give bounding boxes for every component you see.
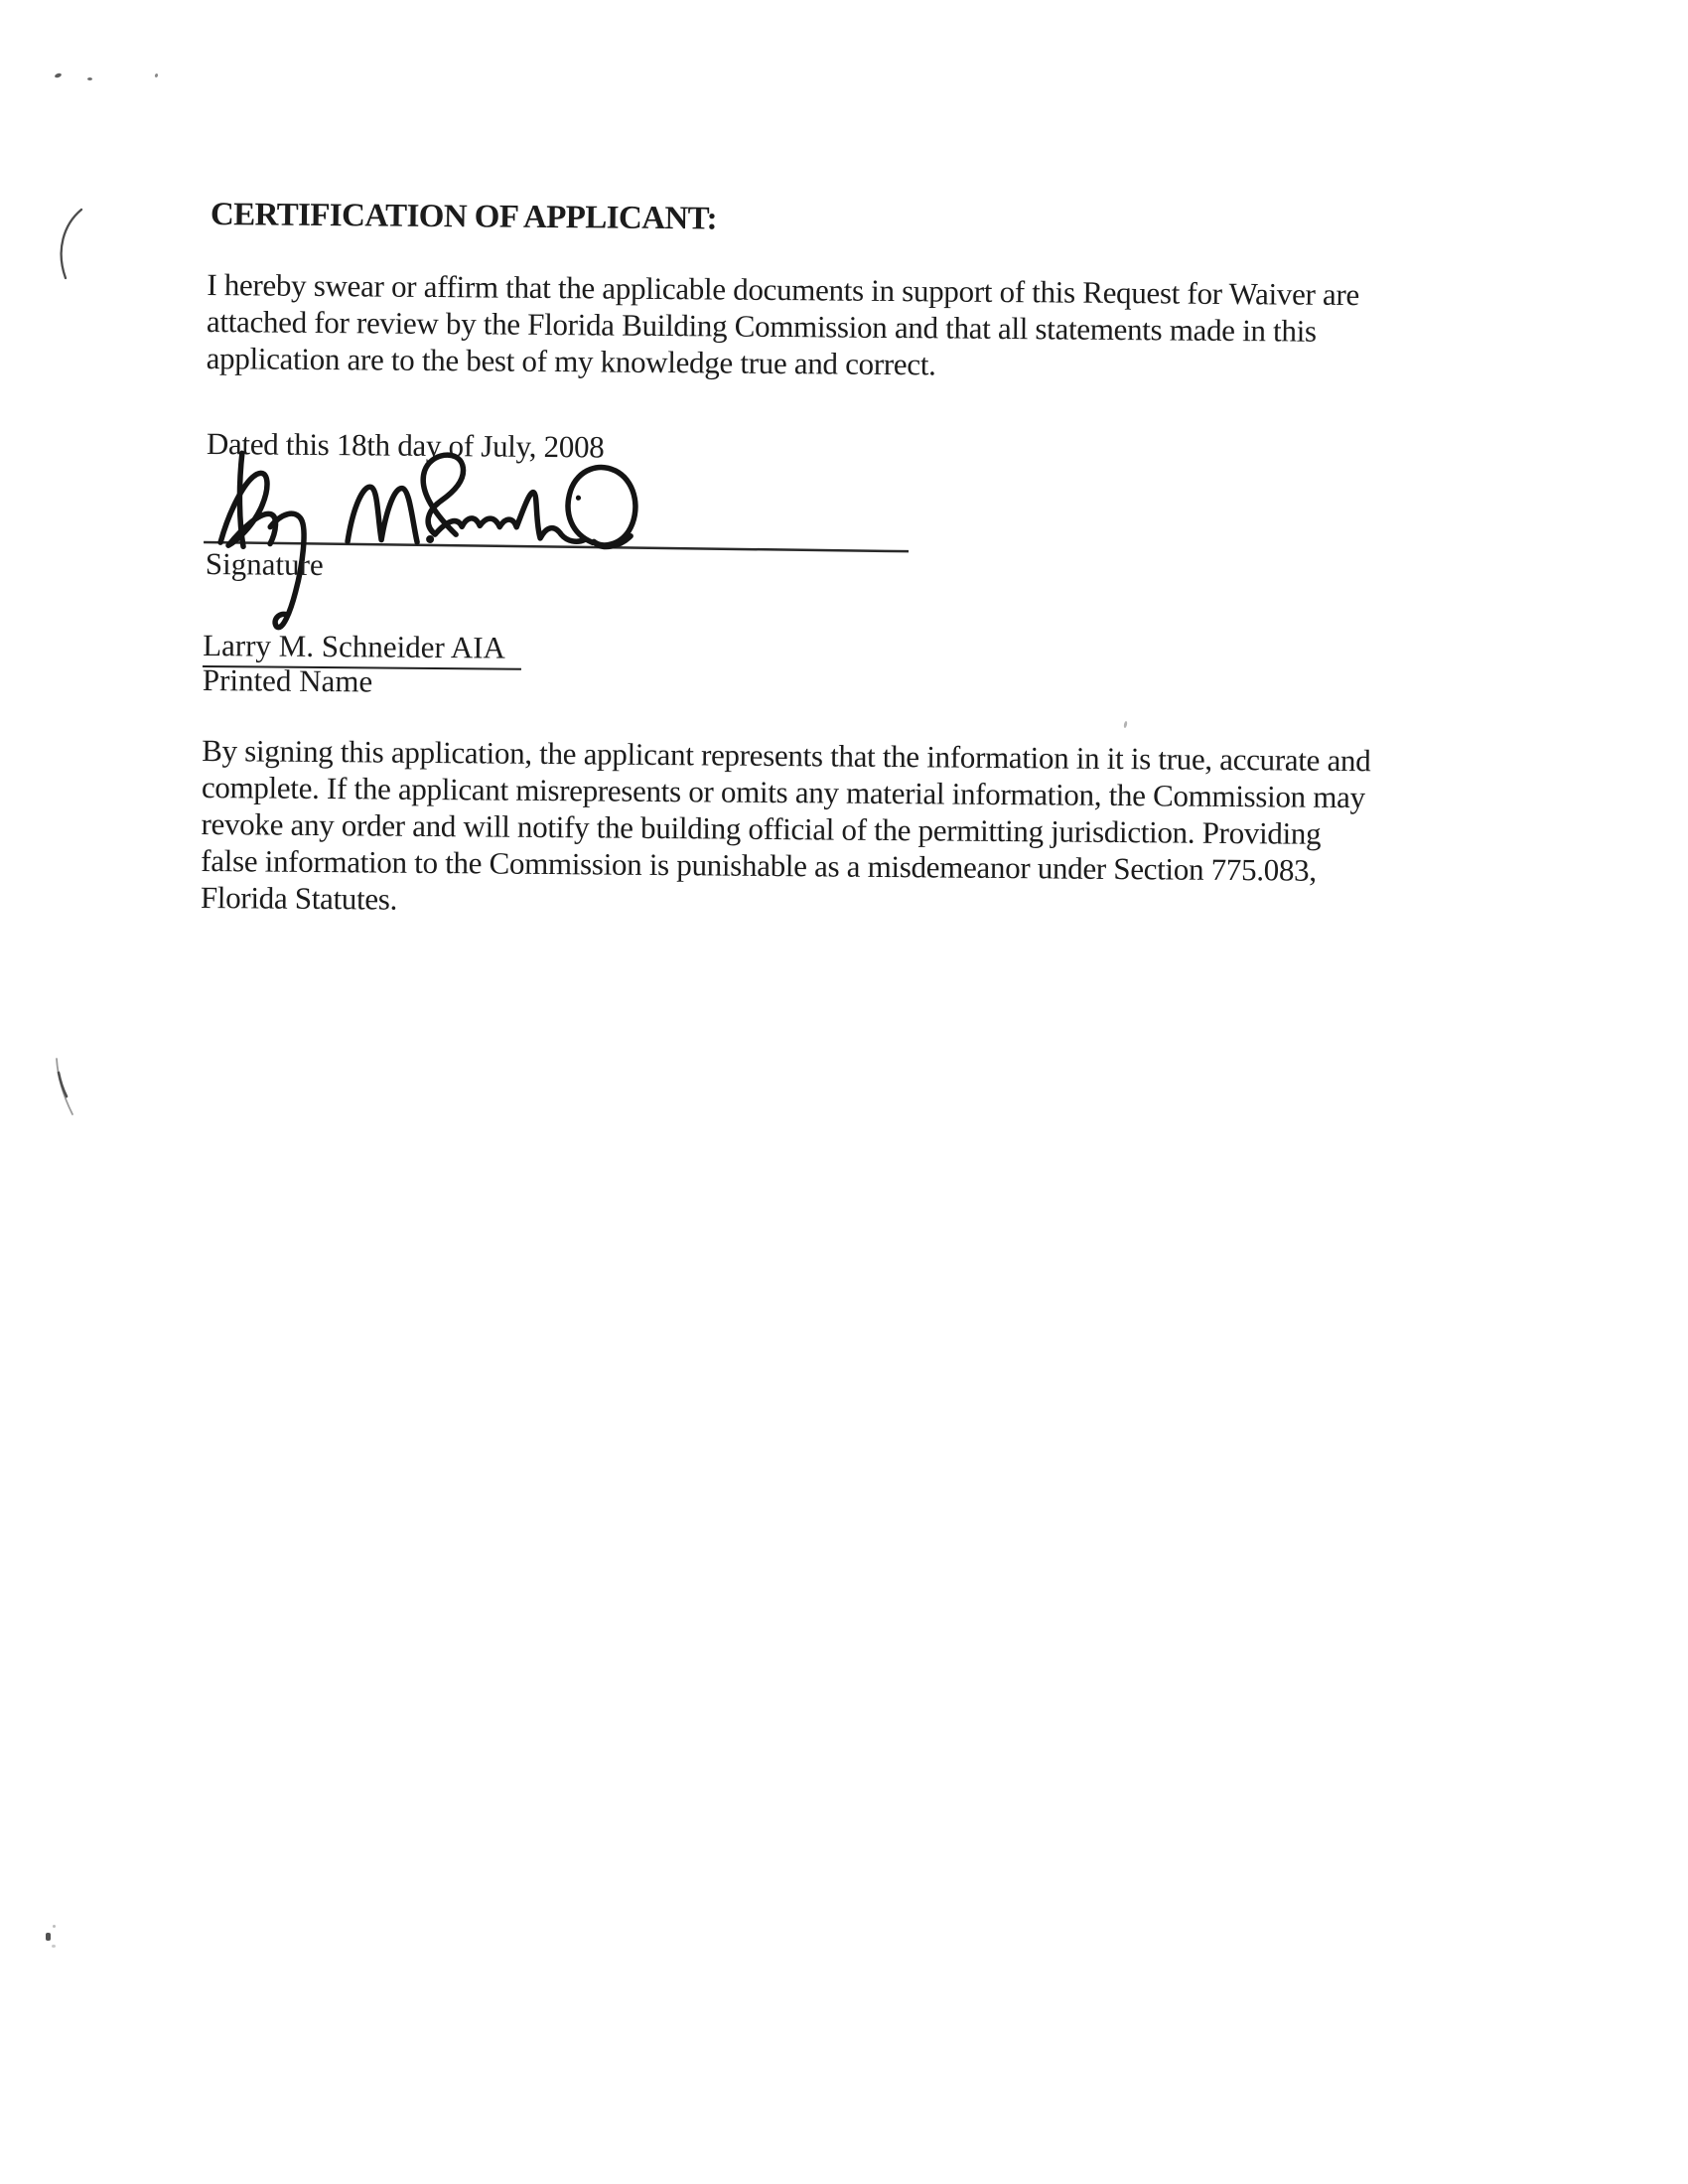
- legal-notice-line-4: false information to the Commission is punishable as a misdemeanor under Section 775.083,: [201, 842, 1317, 888]
- printed-name-value: Larry M. Schneider AIA: [203, 627, 521, 670]
- affirmation-line-2: attached for review by the Florida Building Commission and that all statements made in this: [206, 303, 1317, 349]
- ink-speck: [46, 1933, 51, 1941]
- affirmation-line-1: I hereby swear or affirm that the applicable documents in support of this Request for Waiver are: [207, 266, 1360, 313]
- legal-notice-line-3: revoke any order and will notify the building official of the permitting jurisdiction. Providing: [201, 805, 1322, 851]
- certification-heading: CERTIFICATION OF APPLICANT:: [210, 197, 718, 237]
- dated-line: Dated this 18th day of July, 2008: [206, 425, 605, 465]
- affirmation-line-3: application are to the best of my knowledge true and correct.: [206, 340, 936, 382]
- signature-pen-dot: [426, 535, 434, 543]
- signature-pen-dot: [576, 496, 581, 501]
- printed-name-label: Printed Name: [202, 661, 373, 699]
- affirmation-paragraph: [207, 266, 1360, 386]
- ink-speck: [52, 1945, 56, 1948]
- legal-notice-paragraph: [201, 732, 1371, 926]
- legal-notice-line-1: By signing this application, the applicant represents that the information in it is true, accurate and: [202, 732, 1371, 779]
- ink-speck: [53, 1925, 56, 1928]
- signature-label: Signature: [205, 545, 324, 583]
- legal-notice-line-5: Florida Statutes.: [200, 879, 398, 917]
- legal-notice-line-2: complete. If the applicant misrepresents or omits any material information, the Commission may: [201, 769, 1365, 815]
- faint-curve-mark: [48, 1057, 81, 1118]
